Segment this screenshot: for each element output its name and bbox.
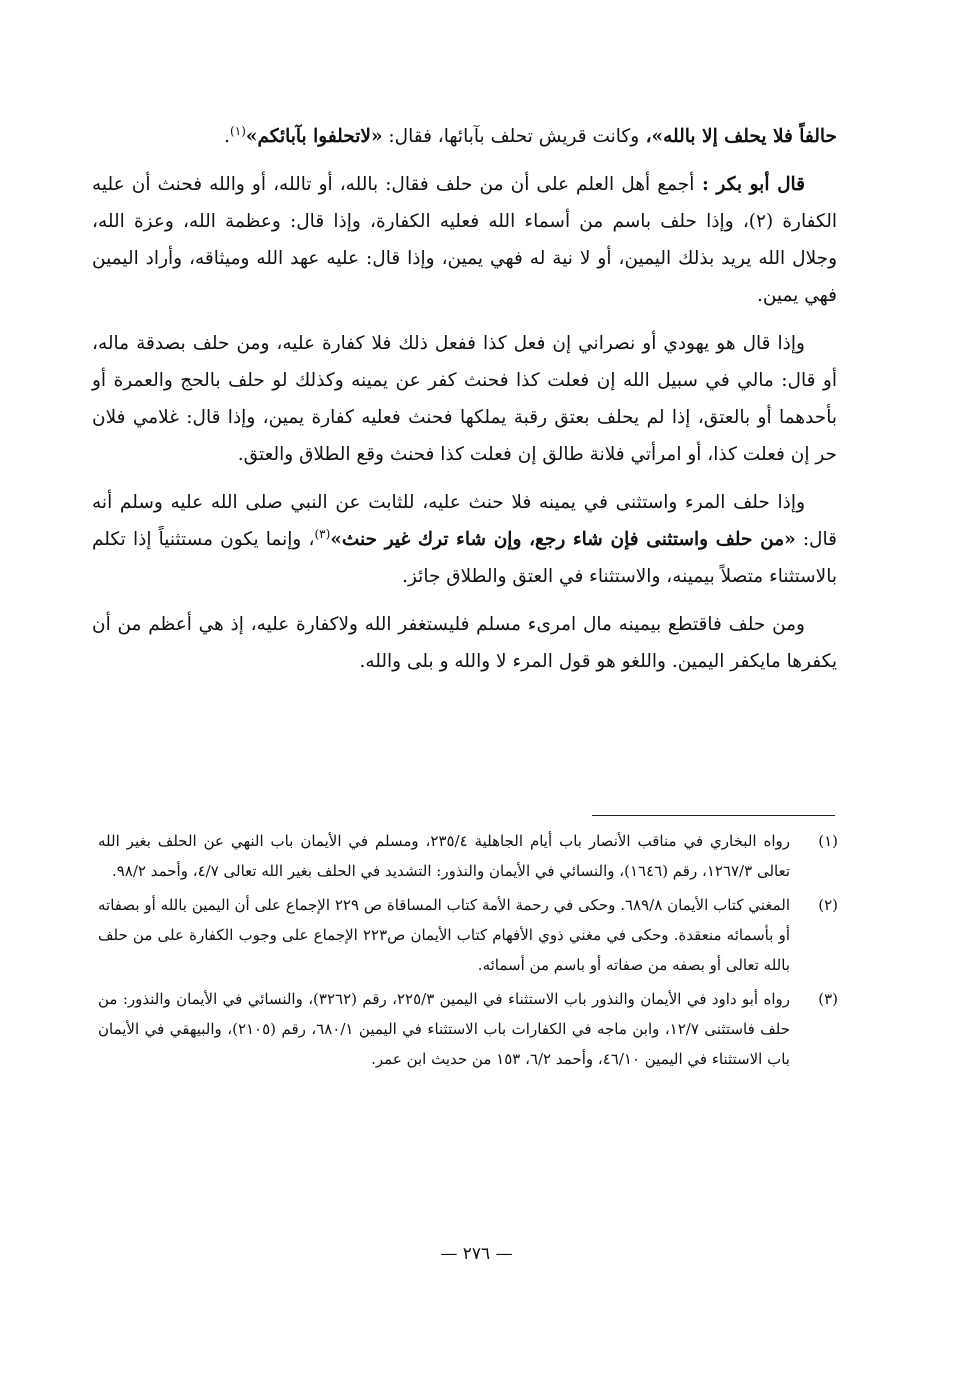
- footnote: [98, 826, 838, 886]
- paragraph-4-text: وإذا حلف المرء واستثنى في يمينه فلا حنث عليه، للثابت عن النبي صلى الله عليه وسلم أنه قال:: [92, 492, 837, 550]
- footnote-text: المغني كتاب الأيمان ٦٨٩/٨. وحكى في رحمة الأمة كتاب المساقاة ص ٢٢٩ الإجماع على أن اليمين بالله أو بصفاته أو بأسمائه منعقدة. وحكى في مغني ذوي الأفهام كتاب الأيمان ص٢٢٣ الإجماع على وجوب الكفارة على من حلف بالله تعالى أو بصفه من صفاته أو باسم من أسمائه.: [98, 896, 790, 974]
- speaker-lead: قال أبو بكر :: [694, 174, 806, 195]
- footnote: [98, 890, 838, 980]
- footnote: [98, 984, 838, 1074]
- hadith-quote: «لاتحلفوا بآبائكم»: [245, 126, 383, 147]
- paragraph-1-end: .: [224, 126, 231, 147]
- paragraph-4: [92, 484, 837, 595]
- footnote-number: (٣): [818, 990, 838, 1008]
- footnote-text: رواه البخاري في مناقب الأنصار باب أيام الجاهلية ٢٣٥/٤، ومسلم في الأيمان باب النهي عن الحلف بغير الله تعالى ١٢٦٧/٣، رقم (١٦٤٦)، والنسائي في الأيمان والنذور: التشديد في الحلف بغير الله تعالى ٤/٧، وأحمد ٩٨/٢.: [98, 832, 790, 880]
- paragraph-1: [92, 118, 837, 155]
- paragraph-5: ومن حلف فاقتطع بيمينه مال امرىء مسلم فليستغفر الله ولاكفارة عليه، إذ هي أعظم من أن يكفرها مايكفر اليمين. واللغو هو قول المرء لا والله و بلى والله.: [92, 614, 837, 672]
- footnote-ref-3: (٣): [314, 526, 331, 541]
- page-number: — ٢٧٦ —: [440, 1244, 513, 1264]
- footnote-number: (١): [818, 832, 838, 850]
- footnotes: [98, 826, 838, 1078]
- paragraph-1-text: وكانت قريش تحلف بآبائها، فقال:: [382, 126, 640, 147]
- footnote-ref-1: (١): [230, 123, 246, 138]
- main-text: [92, 118, 837, 691]
- paragraph-2-text: أجمع أهل العلم على أن من حلف فقال: بالله، أو تالله، أو والله فحنث أن عليه الكفارة (٢)، وإذا حلف باسم من أسماء الله فعليه الكفارة، وإذا قال: وعظمة الله، وعزة الله، وجلال الله يريد بذلك اليمين، أو لا نية له فهي يمين، وإذا قال: عليه عهد الله وميثاقه، وأراد اليمين فهي يمين.: [92, 174, 837, 306]
- paragraph-3: وإذا قال هو يهودي أو نصراني إن فعل كذا ففعل ذلك فلا كفارة عليه، ومن حلف بصدقة ماله، أو قال: مالي في سبيل الله إن فعلت كذا فحنث كفر عن يمينه وكذلك لو حلف بالحج والعمرة أو بأحدهما أو بالعتق، إذا لم يحلف بعتق رقبة يملكها فحنث فعليه كفارة يمين، وإذا قال: غلامي فلان حر إن فعلت كذا، أو امرأتي فلانة طالق إن فعلت كذا فحنث وقع الطلاق والعتق.: [92, 333, 837, 465]
- footnote-divider: [592, 815, 835, 816]
- footnote-number: (٢): [818, 896, 838, 914]
- hadith-quote: «من حلف واستثنى فإن شاء رجع، وإن شاء ترك غير حنث»: [330, 529, 796, 550]
- paragraph-2: [92, 166, 837, 314]
- paragraph-4-end: ، وإنما يكون مستثنياً إذا تكلم بالاستثناء متصلاً بيمينه، والاستثناء في العتق والطلاق جائز.: [92, 529, 837, 587]
- quote-fragment: حالفاً فلا يحلف إلا بالله»،: [639, 126, 837, 147]
- footnote-text: رواه أبو داود في الأيمان والنذور باب الاستثناء في اليمين ٢٢٥/٣، رقم (٣٢٦٢)، والنسائي في الأيمان والنذور: من حلف فاستثنى ١٢/٧، وابن ماجه في الكفارات باب الاستثناء في اليمين ٦٨٠/١، رقم (٢١٠٥)، والبيهقي في الأيمان باب الاستثناء في اليمين ٤٦/١٠، وأحمد ٦/٢، ١٥٣ من حديث ابن عمر.: [98, 990, 790, 1068]
